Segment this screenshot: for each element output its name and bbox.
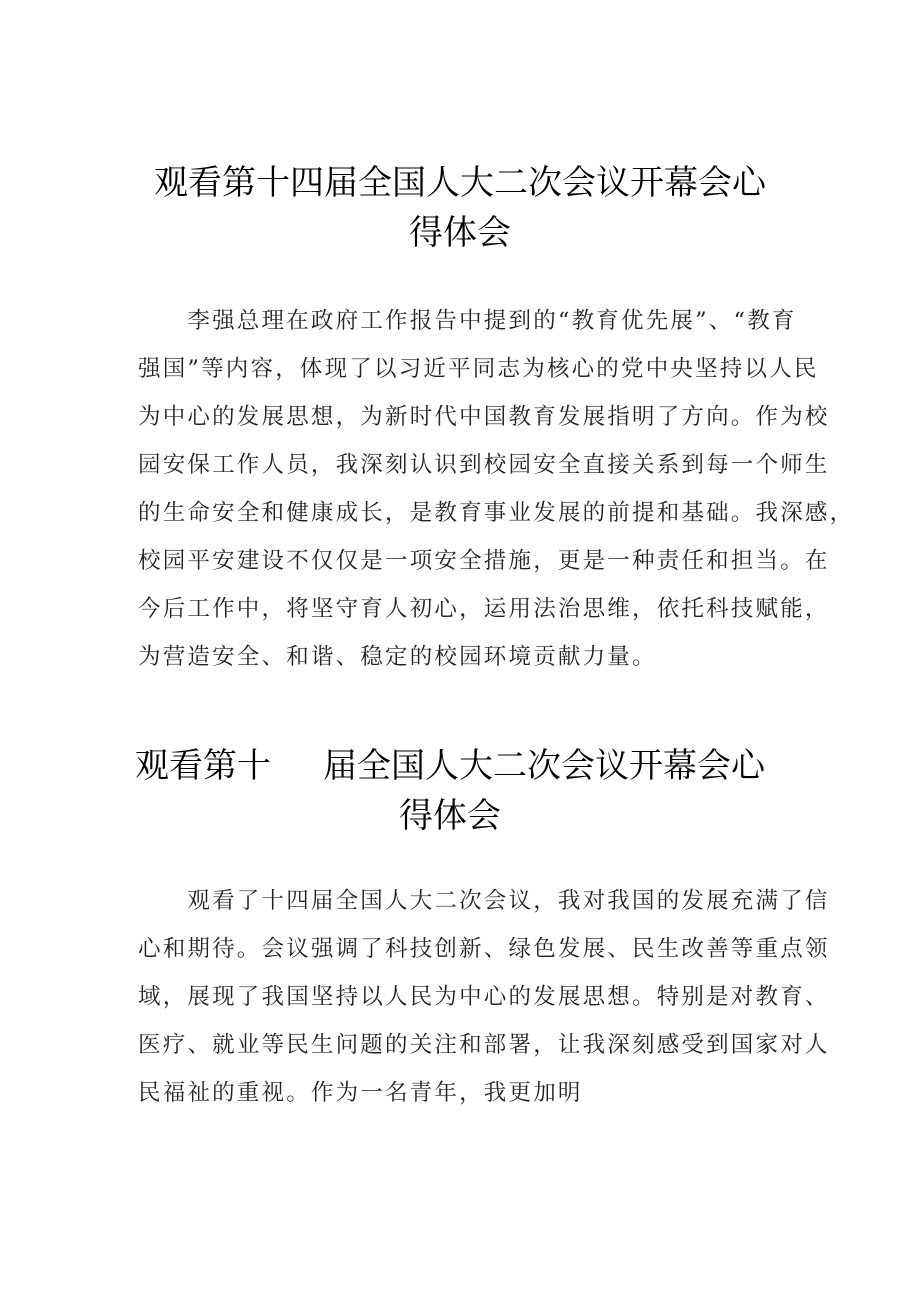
body-2-line: 观看了十四届全国人大二次会议，我对我国的发展充满了信 [138,888,830,914]
article-title-1-line-1: 观看第十四届全国人大二次会议开幕会心 [154,163,766,203]
title-2-part-a: 观看第十 [135,746,271,786]
body-2-line: 民福祉的重视。作为一名青年，我更加明 [138,1080,583,1106]
body-2-line: 域，展现了我国坚持以人民为中心的发展思想。特别是对教育、 [138,984,830,1010]
body-2-line: 医疗、就业等民生问题的关注和部署，让我深刻感受到国家对人 [138,1032,830,1058]
article-title-2 [100,741,800,841]
article-body-1 [138,297,855,681]
body-1-line: 的生命安全和健康成长，是教育事业发展的前提和基础。我深感， [138,500,855,526]
body-1-line: 校园平安建设不仅仅是一项安全措施，更是一种责任和担当。在 [138,548,830,574]
article-title-2-line-2: 得体会 [399,796,501,836]
body-1-line: 今后工作中，将坚守育人初心，运用法治思维，依托科技赋能， [138,596,830,622]
body-1-line: 为中心的发展思想，为新时代中国教育发展指明了方向。作为校 [138,404,830,430]
article-body-2 [138,877,830,1117]
body-1-line: 为营造安全、和谐、稳定的校园环境贡献力量。 [138,644,657,670]
article-title-1 [120,158,800,258]
body-2-line: 心和期待。会议强调了科技创新、绿色发展、民生改善等重点领 [138,936,830,962]
article-title-1-line-2: 得体会 [409,213,511,253]
title-2-part-b: 届全国人大二次会议开幕会心 [323,746,765,786]
body-1-line: 园安保工作人员，我深刻认识到校园安全直接关系到每一个师生 [138,452,830,478]
body-1-line: 李强总理在政府工作报告中提到的“教育优先展”、“教育 [138,308,797,334]
body-1-line: 强国”等内容，体现了以习近平同志为核心的党中央坚持以人民 [138,356,819,382]
article-title-2-line-1 [100,741,800,791]
